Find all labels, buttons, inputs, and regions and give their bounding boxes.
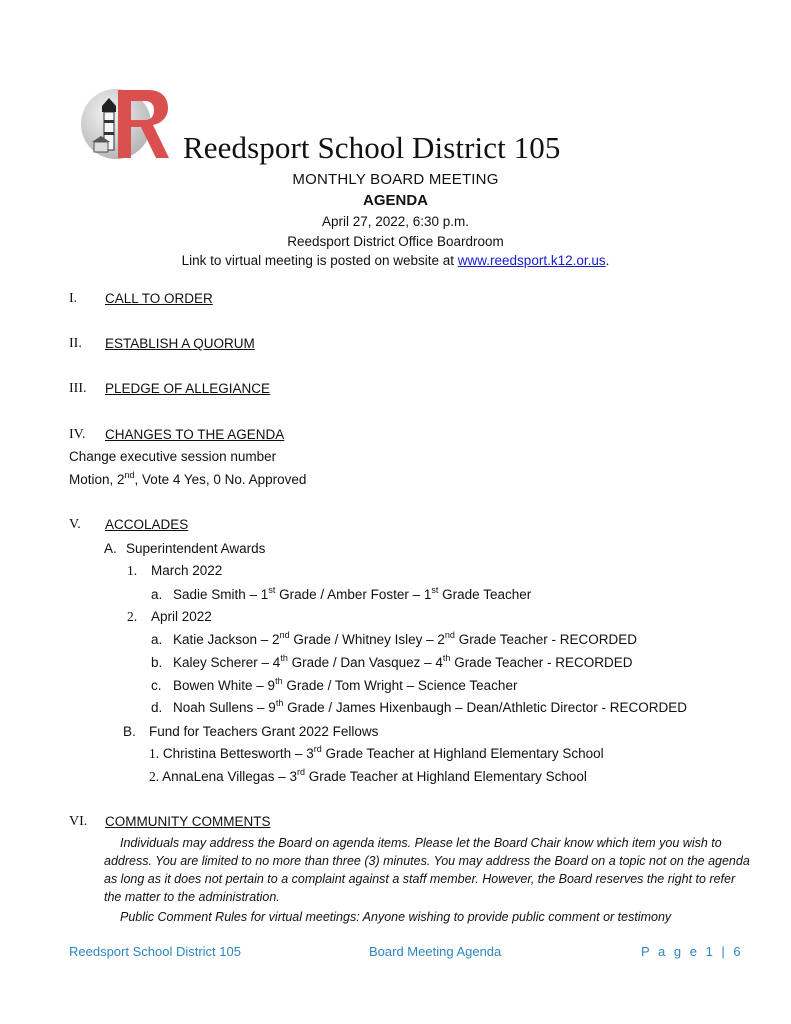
april-2022: April 2022 [151,609,212,624]
section-number: III. [69,381,87,396]
section-number: V. [69,517,81,532]
award-sadie-smith: Sadie Smith – 1st Grade / Amber Foster – 1st Grade Teacher [173,584,532,602]
agenda-change-note: Change executive session number [69,449,277,464]
section-number: I. [69,291,78,306]
item-letter: b. [151,655,163,670]
section-title-quorum: ESTABLISH A QUORUM [105,336,255,351]
agenda-heading: AGENDA [362,192,428,209]
meeting-date: April 27, 2022, 6:30 p.m. [321,214,470,229]
motion-note: Motion, 2nd, Vote 4 Yes, 0 No. Approved [69,469,307,487]
footer-doc-title: Board Meeting Agenda [369,944,502,959]
fellow-christina: 1. Christina Bettesworth – 3rd Grade Teacher at Highland Elementary School [149,743,604,761]
meeting-location: Reedsport District Office Boardroom [287,234,504,249]
virtual-comment-rules: Public Comment Rules for virtual meetings: Anyone wishing to provide public comment or testimony [120,910,672,924]
virtual-suffix: . [605,253,610,268]
virtual-meeting-note [0,253,791,268]
item-letter: B. [123,724,136,739]
section-title-call-to-order: CALL TO ORDER [105,291,213,306]
award-bowen-white: Bowen White – 9th Grade / Tom Wright – Science Teacher [173,675,518,693]
section-title-community-comments: COMMUNITY COMMENTS [105,814,271,829]
item-number: 2. [127,609,138,624]
award-noah-sullens: Noah Sullens – 9th Grade / James Hixenbaugh – Dean/Athletic Director - RECORDED [173,697,687,715]
virtual-prefix: Link to virtual meeting is posted on website at [181,253,458,268]
district-title: Reedsport School District 105 [183,130,561,165]
item-number: 1. [127,563,138,578]
website-link[interactable]: www.reedsport.k12.or.us [457,253,606,268]
item-letter: A. [104,541,117,556]
community-comments-rules: Individuals may address the Board on agenda items. Please let the Board Chair know which item you wish to address. You are limited to no more than three (3) minutes. You may address the Board on a topic not on the agenda as long as it does not pertain to a complaint against a staff member. However, the Board reserves the right to refer the matter to the administration. [104,836,750,904]
fellow-annalena: 2. AnnaLena Villegas – 3rd Grade Teacher at Highland Elementary School [149,766,587,784]
section-number: IV. [69,427,86,442]
section-title-accolades: ACCOLADES [105,517,189,532]
item-letter: c. [151,678,162,693]
section-title-pledge: PLEDGE OF ALLEGIANCE [105,381,271,396]
footer-page-number: P a g e 1 | 6 [641,944,744,959]
march-2022: March 2022 [151,563,223,578]
award-katie-jackson: Katie Jackson – 2nd Grade / Whitney Isley – 2nd Grade Teacher - RECORDED [173,629,637,647]
section-title-changes: CHANGES TO THE AGENDA [105,427,285,442]
district-logo [80,82,170,166]
item-letter: d. [151,700,163,715]
item-letter: a. [151,632,163,647]
meeting-type: MONTHLY BOARD MEETING [292,171,499,188]
item-letter: a. [151,587,163,602]
superintendent-awards: Superintendent Awards [126,541,266,556]
section-number: VI. [69,814,88,829]
fund-for-teachers: Fund for Teachers Grant 2022 Fellows [149,724,379,739]
footer-district: Reedsport School District 105 [69,944,241,959]
award-kaley-scherer: Kaley Scherer – 4th Grade / Dan Vasquez – 4th Grade Teacher - RECORDED [173,652,633,670]
section-number: II. [69,336,82,351]
